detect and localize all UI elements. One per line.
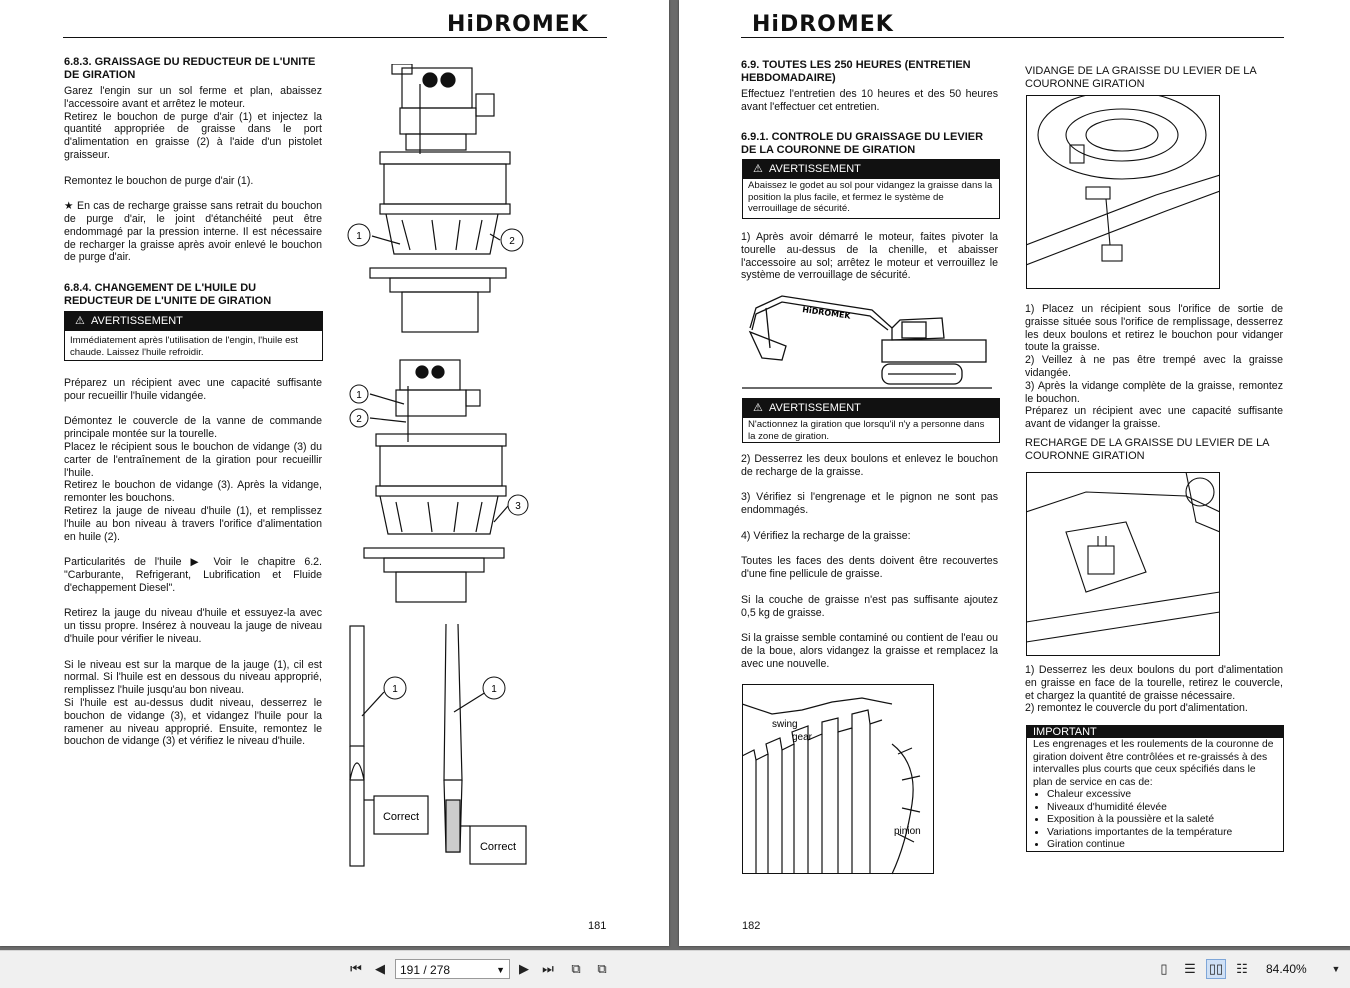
warning-text: Abaissez le godet au sol pour vidangez la graisse dans la position la plus facile, et fermez le système de verrouillage de sécurité. bbox=[748, 180, 993, 215]
two-page-icon[interactable]: ▯▯ bbox=[1206, 959, 1226, 979]
gear-label-gear: gear bbox=[792, 732, 813, 743]
callout-1: 1 bbox=[491, 684, 497, 695]
two-page-continuous-icon[interactable]: ☷ bbox=[1236, 961, 1248, 976]
section-6-8-3-body bbox=[64, 85, 322, 277]
swing-reducer-figure-2 bbox=[340, 356, 540, 606]
para-cover: Démontez le couvercle de la vanne de commande principale montée sur la tourelle. bbox=[64, 415, 322, 441]
para-overfill: Si l'huile est au-dessus dudit niveau, desserrez le bouchon de vidange (3), et vidangez l'huile pour la ramener au niveau approprié. Ensuite, remontez le bouchon de vidange (3) et vérifiez le niveau d'huile. bbox=[64, 696, 322, 748]
chevron-down-icon[interactable]: ▼ bbox=[496, 965, 505, 975]
para-inject: Retirez le bouchon de purge d'air (1) et injectez la quantité appropriée de graisse dans le port d'alimentation en graisse (2) à l'aide d'un pistolet graisseur. bbox=[64, 110, 322, 161]
zoom-dropdown-icon[interactable]: ▼ bbox=[1331, 964, 1341, 974]
warning-header: ⚠ AVERTISSEMENT bbox=[65, 312, 322, 331]
step-4: 4) Vérifiez la recharge de la graisse: bbox=[741, 529, 911, 542]
page-number-field[interactable]: 191 / 278 ▼ bbox=[395, 959, 510, 979]
hidromek-logo: HiDROMEK bbox=[447, 12, 589, 37]
step-1: 1) Après avoir démarré le moteur, faites pivoter la tourelle au-dessus de la chenille, et abaisser l'accessoire au sol; arrêtez le moteur et verrouillez le système de verrouillage de sécurité. bbox=[741, 231, 998, 282]
page-number: 181 bbox=[588, 920, 607, 932]
swing-circle-drain-figure bbox=[1026, 95, 1220, 290]
continuous-page-icon[interactable]: ☰ bbox=[1184, 961, 1196, 976]
para-park: Garez l'engin sur un sol ferme et plan, abaissez l'accessoire avant et arrêtez le moteur. bbox=[64, 85, 322, 110]
section-6-8-4-title: 6.8.4. CHANGEMENT DE L'HUILE DU REDUCTEUR DE L'UNITE DE GIRATION bbox=[64, 282, 272, 307]
excavator-brand-text: HiDROMEK bbox=[801, 305, 852, 321]
warning-triangle-icon: ⚠ bbox=[75, 315, 85, 327]
important-item: • Exposition à la poussière et la saleté bbox=[1047, 814, 1283, 827]
warning-triangle-icon: ⚠ bbox=[753, 402, 763, 414]
last-page-icon[interactable]: ⏭ bbox=[542, 961, 554, 976]
step-2: 2) Desserrez les deux boulons et enlevez le bouchon de recharge de la graisse. bbox=[741, 453, 998, 478]
para-contaminated: Si la graisse semble contaminé ou contient de l'eau ou de la boue, alors vidangez la graisse et remplacez la avec une nouvelle. bbox=[741, 632, 998, 670]
callout-1: 1 bbox=[356, 231, 362, 242]
para-teeth: Toutes les faces des dents doivent être recouvertes d'une fine pellicule de graisse. bbox=[741, 555, 998, 581]
para-oil-spec: Particularités de l'huile ▶ Voir le chapitre 6.2. "Carburante, Refrigerant, Lubrification et Fluide d'echappement Diesel". bbox=[64, 556, 322, 594]
callout-2: 2 bbox=[509, 236, 515, 247]
grease-port-figure bbox=[1026, 472, 1220, 656]
para-level: Si le niveau est sur la marque de la jauge (1), cil est normal. Si l'huile est en dessous du niveau approprié, remplissez l'huile jusqu'au bon niveau. bbox=[64, 658, 322, 697]
header-rule bbox=[741, 37, 1284, 38]
prev-page-icon[interactable]: ◀ bbox=[375, 961, 385, 976]
callout-1: 1 bbox=[392, 684, 398, 695]
zoom-level[interactable]: 84.40% bbox=[1266, 962, 1307, 976]
page-number: 182 bbox=[742, 920, 761, 932]
important-item: • Giration continue bbox=[1047, 839, 1283, 852]
important-item: • Niveaux d'humidité élevée bbox=[1047, 802, 1283, 815]
excavator-figure bbox=[742, 288, 992, 390]
section-6-9-text: Effectuez l'entretien des 10 heures et des 50 heures avant l'effectuer cet entretien. bbox=[741, 88, 998, 113]
next-page-icon[interactable]: ▶ bbox=[519, 961, 529, 976]
section-6-9-title: 6.9. TOUTES LES 250 HEURES (ENTRETIEN HEBDOMADAIRE) bbox=[741, 59, 971, 84]
gear-label-pinion: pinion bbox=[894, 826, 921, 837]
warning-box-swing bbox=[742, 398, 1000, 443]
correct-label: Correct bbox=[479, 841, 517, 853]
warning-box-bucket bbox=[742, 159, 1000, 219]
gear-figure bbox=[742, 684, 934, 876]
warning-triangle-icon: ⚠ bbox=[753, 163, 763, 175]
para-gauge: Retirez la jauge de niveau d'huile (1), et remplissez l'huile au bon niveau à travers l'orifice d'alimentation en huile (2). bbox=[64, 504, 322, 543]
para-drain: Retirez le bouchon de vidange (3). Après la vidange, remonter les bouchons. bbox=[64, 479, 322, 505]
gear-label-swing: swing bbox=[772, 719, 798, 730]
para-quantity: Si la couche de graisse n'est pas suffisante ajoutez 0,5 kg de graisse. bbox=[741, 593, 998, 619]
section-6-8-4-body bbox=[64, 377, 322, 761]
first-page-icon[interactable]: ⏮ bbox=[350, 961, 362, 976]
para-container: Préparez un récipient avec une capacité suffisante pour recueillir l'huile vidangée. bbox=[64, 377, 322, 402]
viewer-toolbar bbox=[0, 950, 1350, 988]
page-forward-icon[interactable]: ⧉ bbox=[597, 961, 607, 976]
correct-label: Correct bbox=[382, 811, 420, 823]
page-182 bbox=[679, 0, 1350, 946]
drain-title: VIDANGE DE LA GRAISSE DU LEVIER DE LA COURONNE GIRATION bbox=[1025, 65, 1257, 90]
callout-3: 3 bbox=[515, 501, 521, 512]
hidromek-logo: HiDROMEK bbox=[752, 12, 894, 37]
section-6-9-1-title: 6.9.1. CONTROLE DU GRAISSAGE DU LEVIER DE LA COURONNE DE GIRATION bbox=[741, 131, 984, 156]
important-header: IMPORTANT bbox=[1027, 726, 1283, 738]
dipstick-figure bbox=[340, 620, 540, 870]
important-box bbox=[1026, 725, 1284, 852]
single-page-icon[interactable]: ▯ bbox=[1160, 961, 1168, 976]
recharge-steps: 1) Desserrez les deux boulons du port d'alimentation en graisse en face de la tourelle, retirez le couvercle, et chargez la quantité de graisse nécessaire. 2) remontez le couvercle du port d'alimentation. bbox=[1025, 664, 1283, 715]
recharge-title: RECHARGE DE LA GRAISSE DU LEVIER DE LA COURONNE GIRATION bbox=[1025, 437, 1269, 462]
para-note: ★ En cas de recharge graisse sans retrait du bouchon de purge d'air, le joint d'étanchéité peut être endommagé par la pression interne. Il est nécessaire de recharger la graisse après avoir enlevé le bouchon de purge d'air. bbox=[64, 200, 322, 264]
warning-text: N'actionnez la giration que lorsqu'il n'y a personne dans la zone de giration. bbox=[748, 419, 985, 442]
important-list bbox=[1027, 789, 1283, 852]
warning-text: Immédiatement après l'utilisation de l'engin, l'huile est chaude. Laissez l'huile refroidir. bbox=[70, 335, 298, 358]
drain-steps: 1) Placez un récipient sous l'orifice de sortie de graisse située sous l'orifice de remplissage, desserrez les deux boulons et retirez le bouchon pour vidanger toute la graisse. 2) Veillez à ne pas être trempé avec la graisse vidangée. 3) Après la vidange complète de la graisse, remontez le bouchon. Préparez un récipient avec une capacité suffisante avant de vidanger la graisse. bbox=[1025, 303, 1283, 431]
swing-reducer-figure-1 bbox=[340, 64, 540, 336]
warning-header: ⚠ AVERTISSEMENT bbox=[743, 160, 999, 179]
para-wipe: Retirez la jauge du niveau d'huile et essuyez-la avec un tissu propre. Insérez à nouveau la jauge de niveau d'huile pour vérifier le niveau. bbox=[64, 607, 322, 645]
callout-1: 1 bbox=[356, 390, 362, 401]
header-rule bbox=[63, 37, 607, 38]
warning-box-hot-oil bbox=[64, 311, 323, 361]
steps-2-to-4 bbox=[741, 453, 998, 683]
step-3: 3) Vérifiez si l'engrenage et le pignon ne sont pas endommagés. bbox=[741, 491, 998, 517]
para-place: Placez le récipient sous le bouchon de vidange (3) du carter de l'entraînement de la giration pour recueillir l'huile. bbox=[64, 440, 322, 479]
important-item: • Chaleur excessive bbox=[1047, 789, 1283, 802]
section-6-8-3-title: 6.8.3. GRAISSAGE DU REDUCTEUR DE L'UNITE DE GIRATION bbox=[64, 56, 316, 81]
warning-header: ⚠ AVERTISSEMENT bbox=[743, 399, 999, 418]
important-text: Les engrenages et les roulements de la couronne de giration doivent être contrôlées et re-graissés à des intervalles plus courts que ceux spécifiés dans le plan de service en cas de: bbox=[1033, 739, 1274, 788]
callout-2: 2 bbox=[356, 414, 362, 425]
page-back-icon[interactable]: ⧉ bbox=[571, 961, 581, 976]
page-181 bbox=[0, 0, 669, 946]
para-refit: Remontez le bouchon de purge d'air (1). bbox=[64, 174, 254, 187]
important-item: • Variations importantes de la température bbox=[1047, 827, 1283, 840]
